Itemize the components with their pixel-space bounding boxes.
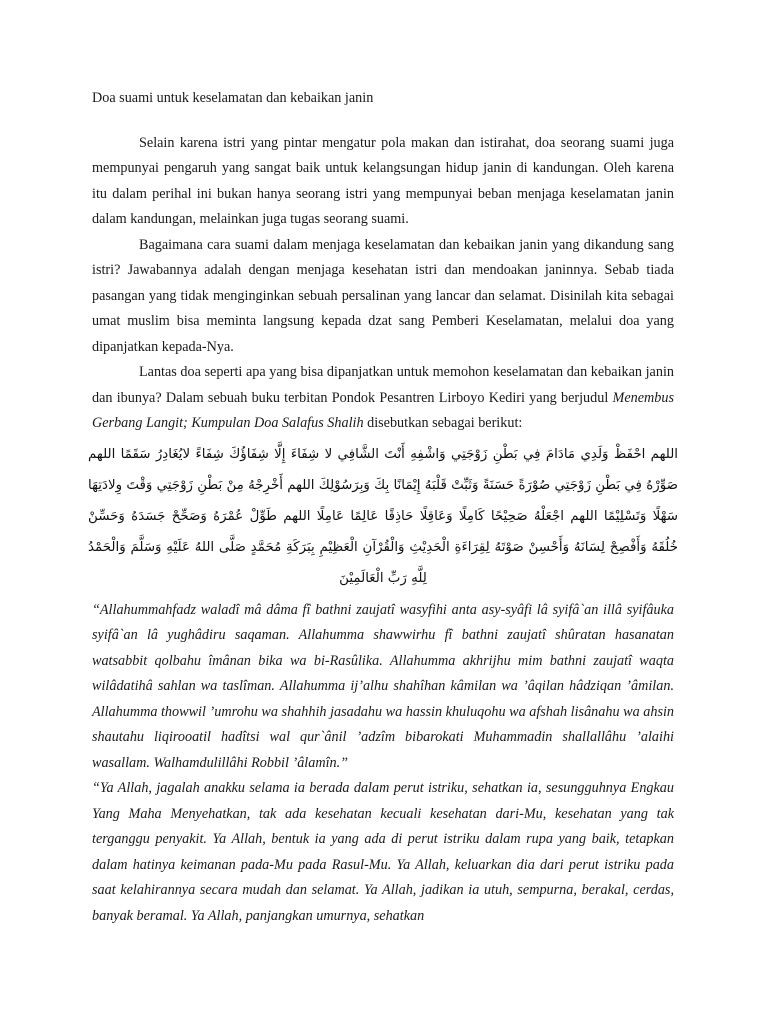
arabic-prayer: اللهم احْفَظْ وَلَدِي مَادَامَ فِي بَطْنِ زَوْجَتِي وَاشْفِهِ أَنْتَ الشَّافِي لا شِفَاءَ إِلَّا شِفَاؤُكَ شِفَاءً لايُغَادِرُ سَقَمًا اللهم صَوِّرْهُ فِي بَطْنِ زَوْجَتِي صُوْرَةً حَسَنَةً وَثَبِّتْ قَلْبَهُ إِيْمَانًا بِكَ وَبِرَسُوْلِكَ اللهم أَخْرِجْهُ مِنْ بَطْنِ زَوْجَتِي وَقْتَ وِلادَتِهَا سَهْلًا وَتَسْلِيْمًا اللهم اجْعَلْهُ صَحِيْحًا كَامِلًا وَعَاقِلًا حَاذِقًا عَالِمًا عَامِلًا اللهم طَوِّلْ عُمْرَهُ وَصَحِّحْ جَسَدَهُ وَحَسِّنْ خُلُقَهُ وَأَفْصِحْ لِسَانَهُ وَأَحْسِنْ صَوْتَهُ لِقِرَاءَةِ الْحَدِيْثِ وَالْقُرْآنِ الْعَظِيْمِ بِبَرَكَةِ مُحَمَّدٍ صَلَّى اللهُ عَلَيْهِ وَسَلَّمَ وَالْحَمْدُ لِلَّهِ رَبِّ الْعَالَمِيْنَ	[88, 446, 678, 586]
paragraph-source-tail: disebutkan sebagai berikut:	[363, 415, 523, 431]
paragraph-intro: Selain karena istri yang pintar mengatur pola makan dan istirahat, doa seorang suami juga mempunyai pengaruh yang sangat baik untuk kelangsungan hidup janin di kandungan. Oleh karena itu dalam perihal ini bukan hanya seorang istri yang mempunyai beban menjaga keselamatan janin dalam kandungan, melainkan juga tugas seorang suami.	[92, 134, 674, 227]
document-page	[88, 86, 678, 929]
document-title: Doa suami untuk keselamatan dan kebaikan janin	[92, 90, 374, 106]
prayer-transliteration: “Allahummahfadz waladî mâ dâma fî bathni zaujatî wasyfihi anta asy-syâfi lâ syifâ`an illâ syifâuka syifâ`an lâ yughâdiru saqaman. Allahumma shawwirhu fî bathni zaujatî shûratan hasanatan watsabbit qolbahu îmânan bika wa bi-Rasûlika. Allahumma akhrijhu mim bathni zaujatî waqta wilâdatihâ sahlan wa taslîman. Allahumma ij’alhu shahîhan kâmilan wa ’âqilan hâdziqan ’âmilan. Allahumma thowwil ’umrohu wa shahhih jasadahu wa hassin khuluqohu wa afshah lisânahu wa ahsin shautahu liqirooatil hadîtsi wal qur`ânil ’adzîm bibarokati Muhammadin shallallâhu ’alaihi wasallam. Walhamdulillâhi Robbil ’âlamîn.”	[92, 601, 674, 771]
paragraph-how: Bagaimana cara suami dalam menjaga keselamatan dan kebaikan janin yang dikandung sang istri? Jawabannya adalah dengan menjaga kesehatan istri dan mendoakan janinnya. Sebab tiada pasangan yang tidak menginginkan sebuah persalinan yang lancar dan selamat. Disinilah kita sebagai umat muslim bisa meminta langsung kepada dzat sang Pemberi Keselamatan, melalui doa yang dipanjatkan kepada-Nya.	[92, 236, 674, 355]
paragraph-source-lead: Lantas doa seperti apa yang bisa dipanjatkan untuk memohon keselamatan dan kebaikan janin dan ibunya? Dalam sebuah buku terbitan Pondok Pesantren Lirboyo Kediri yang berjudul	[92, 364, 674, 406]
book-title: Menembus Gerbang Langit; Kumpulan Doa Salafus Shalih	[92, 389, 674, 431]
paragraph-source	[92, 360, 674, 437]
prayer-translation: “Ya Allah, jagalah anakku selama ia berada dalam perut istriku, sehatkan ia, sesungguhnya Engkau Yang Maha Menyehatkan, tak ada kesehatan kecuali kesehatan dari-Mu, kesehatan yang tak terganggu penyakit. Ya Allah, bentuk ia yang ada di perut istriku dalam rupa yang baik, tetapkan dalam hatinya keimanan pada-Mu pada Rasul-Mu. Ya Allah, keluarkan dia dari perut istriku pada saat kelahirannya secara mudah dan selamat. Ya Allah, jadikan ia utuh, sempurna, berakal, cerdas, banyak beramal. Ya Allah, panjangkan umurnya, sehatkan	[92, 780, 674, 924]
